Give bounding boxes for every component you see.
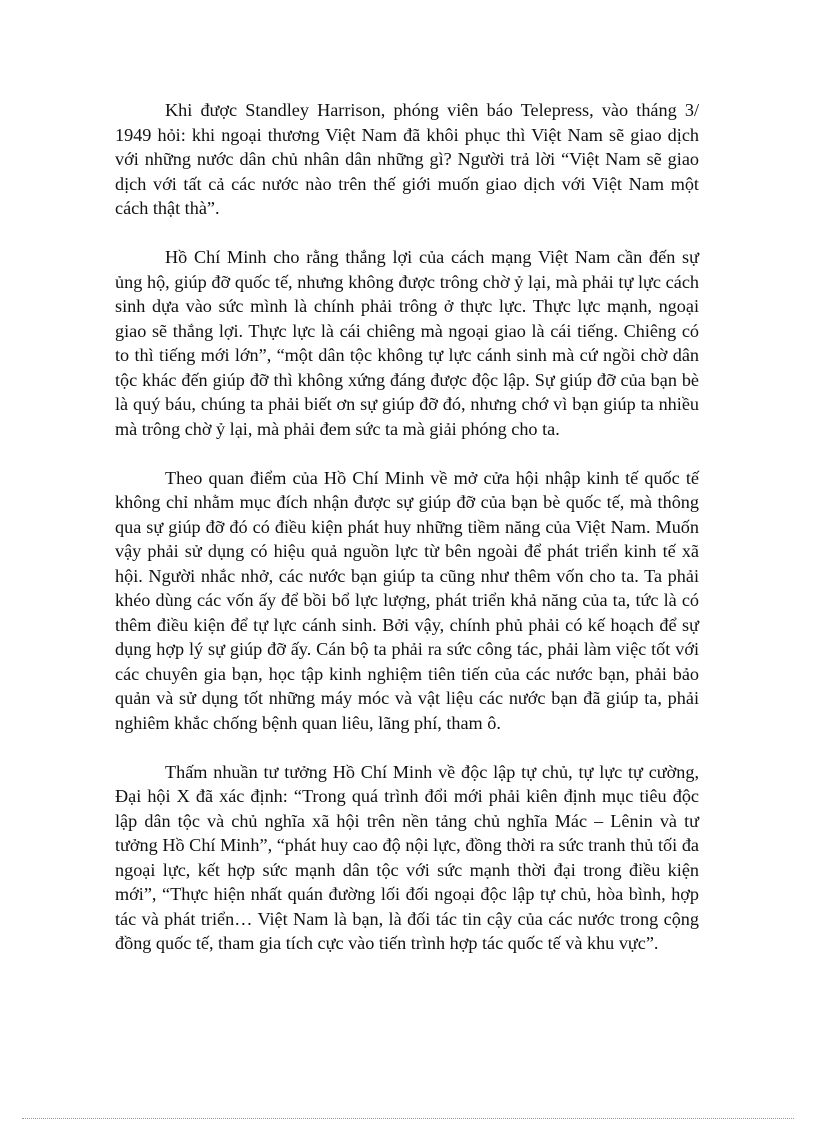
paragraph-self-reliance: Hồ Chí Minh cho rằng thắng lợi của cách mạng Việt Nam cần đến sự ủng hộ, giúp đỡ quốc tế, nhưng không được trông chờ ỷ lại, mà phải tự lực cách sinh dựa vào sức mình là chính phải trông ở thực lực. Thực lực mạnh, ngoại giao sẽ thắng lợi. Thực lực là cái chiêng mà ngoại giao là cái tiếng. Chiêng có to thì tiếng mới lớn”, “một dân tộc không tự lực cánh sinh mà cứ ngồi chờ dân tộc khác đến giúp đỡ thì không xứng đáng được độc lập. Sự giúp đỡ của bạn bè là quý báu, chúng ta phải biết ơn sự giúp đỡ đó, nhưng chớ vì bạn giúp ta nhiều mà trông chờ ỷ lại, mà phải đem sức ta mà giải phóng cho ta. xyxy=(115,247,699,439)
paragraph-economic-integration: Theo quan điểm của Hồ Chí Minh về mở cửa hội nhập kinh tế quốc tế không chỉ nhằm mục đích nhận được sự giúp đỡ của bạn bè quốc tế, mà thông qua sự giúp đỡ đó có điều kiện phát huy những tiềm năng của Việt Nam. Muốn vậy phải sử dụng có hiệu quả nguồn lực từ bên ngoài để phát triển kinh tế xã hội. Người nhắc nhở, các nước bạn giúp ta cũng như thêm vốn cho ta. Ta phải khéo dùng các vốn ấy để bồi bổ lực lượng, phát triển khả năng của ta, tức là có thêm điều kiện để tự lực cánh sinh. Bởi vậy, chính phủ phải có kế hoạch để sự dụng hợp lý sự giúp đỡ ấy. Cán bộ ta phải ra sức công tác, phải làm việc tốt với các chuyên gia bạn, học tập kinh nghiệm tiên tiến của các nước bạn, phải bảo quản và sử dụng tốt những máy móc và vật liệu các nước bạn đã giúp ta, phải nghiêm khắc chống bệnh quan liêu, lãng phí, tham ô. xyxy=(115,467,699,733)
body-text xyxy=(115,98,699,980)
page-bottom-divider xyxy=(22,1118,794,1119)
paragraph-trade-relations: Khi được Standley Harrison, phóng viên báo Telepress, vào tháng 3/ 1949 hỏi: khi ngoại thương Việt Nam đã khôi phục thì Việt Nam sẽ giao dịch với những nước dân chủ nhân dân những gì? Người trả lời “Việt Nam sẽ giao dịch với tất cả các nước nào trên thế giới muốn giao dịch với Việt Nam một cách thật thà”. xyxy=(115,100,699,218)
paragraph-congress-x: Thấm nhuần tư tưởng Hồ Chí Minh về độc lập tự chủ, tự lực tự cường, Đại hội X đã xác định: “Trong quá trình đổi mới phải kiên định mục tiêu độc lập dân tộc và chủ nghĩa xã hội trên nền tảng chủ nghĩa Mác – Lênin và tư tưởng Hồ Chí Minh”, “phát huy cao độ nội lực, đồng thời ra sức tranh thủ tối đa ngoại lực, kết hợp sức mạnh dân tộc với sức mạnh thời đại trong điều kiện mới”, “Thực hiện nhất quán đường lối đối ngoại độc lập tự chủ, hòa bình, hợp tác và phát triển… Việt Nam là bạn, là đối tác tin cậy của các nước trong cộng đồng quốc tế, tham gia tích cực vào tiến trình hợp tác quốc tế và khu vực”. xyxy=(115,761,699,953)
